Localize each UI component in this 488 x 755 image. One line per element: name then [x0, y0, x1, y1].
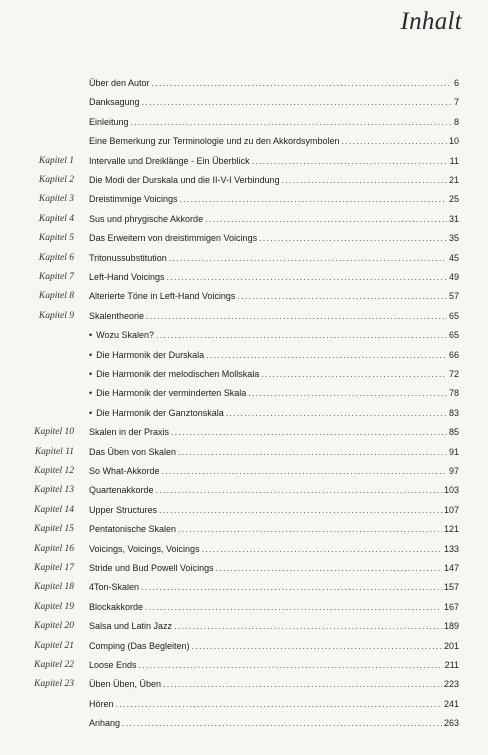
page-number: 211 [444, 660, 459, 670]
entry-title: Comping (Das Begleiten) [89, 640, 190, 651]
toc-row [0, 154, 488, 168]
toc-entry [89, 134, 459, 148]
dot-leader [180, 192, 447, 206]
dot-leader [226, 406, 447, 420]
toc-row [0, 445, 488, 459]
page-number: 263 [443, 718, 459, 729]
toc-row [0, 406, 488, 420]
toc-entry [89, 425, 459, 439]
bullet-icon: • [89, 369, 93, 379]
entry-title: Anhang [89, 718, 121, 729]
toc-row [0, 716, 488, 730]
page-number: 223 [443, 679, 459, 690]
toc-row [0, 95, 488, 109]
entry-title: Skalentheorie [89, 310, 145, 321]
dot-leader [248, 386, 447, 400]
toc-entry [89, 639, 459, 653]
toc-entry [89, 95, 459, 109]
entry-title: Left-Hand Voicings [89, 272, 165, 282]
toc-row [0, 212, 488, 226]
chapter-label: Kapitel 23 [34, 679, 74, 690]
toc-row [0, 580, 488, 594]
dot-leader [205, 212, 447, 226]
entry-title: Hören [89, 698, 114, 709]
entry-title: 4Ton-Skalen [89, 582, 140, 593]
page-number: 8 [453, 116, 459, 127]
dot-leader [156, 483, 442, 497]
toc-row [0, 192, 488, 206]
toc-row [0, 231, 488, 245]
dot-leader [259, 231, 447, 245]
chapter-label: Kapitel 22 [34, 660, 74, 670]
toc-entry [89, 561, 459, 575]
page-number: 25 [448, 194, 459, 205]
page-number: 83 [448, 407, 459, 418]
dot-leader [159, 503, 442, 517]
page-number: 6 [453, 78, 459, 88]
page-number: 45 [448, 252, 459, 263]
toc-entry [89, 445, 459, 459]
chapter-label: Kapitel 12 [34, 466, 74, 476]
chapter-label: Kapitel 16 [34, 543, 74, 554]
page-number: 11 [449, 155, 459, 166]
dot-leader [178, 445, 447, 459]
toc-entry [89, 115, 459, 129]
toc-entry [89, 367, 459, 381]
chapter-label: Kapitel 21 [34, 640, 74, 651]
toc-row [0, 522, 488, 536]
entry-title: Die Modi der Durskala und die II-V-I Verbindung [89, 175, 280, 185]
page-number: 49 [448, 272, 459, 282]
page-number: 201 [443, 640, 459, 651]
chapter-label: Kapitel 6 [38, 252, 74, 263]
chapter-label: Kapitel 15 [34, 524, 74, 535]
page-number: 147 [443, 563, 459, 573]
dot-leader [131, 115, 452, 129]
toc-row [0, 619, 488, 633]
chapter-label: Kapitel 7 [38, 272, 74, 282]
toc-row [0, 115, 488, 129]
toc-entry [89, 76, 459, 90]
entry-title: Pentatonische Skalen [89, 524, 177, 535]
toc-entry [89, 386, 459, 400]
toc-entry [89, 658, 459, 672]
toc-entry [89, 251, 459, 265]
entry-title: Eine Bemerkung zur Terminologie und zu den Akkordsymbolen [89, 136, 340, 147]
bullet-icon: • [89, 349, 93, 360]
dot-leader [341, 134, 447, 148]
toc-entry [89, 192, 459, 206]
toc-row [0, 639, 488, 653]
dot-leader [178, 522, 442, 536]
entry-title: Die Harmonik der melodischen Mollskala [96, 369, 260, 379]
dot-leader [141, 580, 442, 594]
dot-leader [122, 716, 442, 730]
page-number: 107 [443, 504, 459, 515]
dot-leader [152, 76, 452, 90]
chapter-label: Kapitel 3 [38, 194, 74, 205]
toc-row [0, 503, 488, 517]
toc-row [0, 658, 488, 672]
entry-title: Danksagung [89, 97, 140, 108]
chapter-label: Kapitel 9 [38, 310, 74, 321]
toc-row [0, 367, 488, 381]
entry-title: Voicings, Voicings, Voicings [89, 543, 200, 554]
toc-row [0, 542, 488, 556]
chapter-label: Kapitel 5 [38, 233, 74, 244]
toc-row [0, 251, 488, 265]
chapter-label: Kapitel 14 [34, 504, 74, 515]
dot-leader [139, 658, 443, 672]
entry-title: Skalen in der Praxis [89, 427, 170, 438]
toc-entry [89, 406, 459, 420]
entry-title: Loose Ends [89, 660, 137, 670]
entry-title: Die Harmonik der verminderten Skala [96, 388, 247, 399]
toc-entry [89, 212, 459, 226]
toc-row [0, 697, 488, 711]
toc-row [0, 173, 488, 187]
toc-entry [89, 154, 459, 168]
chapter-label: Kapitel 20 [34, 621, 74, 632]
toc-entry [89, 600, 459, 614]
toc-entry [89, 348, 459, 362]
dot-leader [252, 154, 448, 168]
dot-leader [237, 289, 447, 303]
chapter-label: Kapitel 4 [38, 213, 74, 224]
chapter-label: Kapitel 17 [34, 563, 74, 573]
entry-title: Einleitung [89, 116, 129, 127]
dot-leader [174, 619, 442, 633]
page-number: 10 [448, 136, 459, 147]
entry-title: Sus und phrygische Akkorde [89, 213, 204, 224]
dot-leader [146, 309, 447, 323]
page-number: 21 [448, 175, 459, 185]
toc-row [0, 386, 488, 400]
toc-entry [89, 542, 459, 556]
toc-entry [89, 231, 459, 245]
entry-title: Die Harmonik der Durskala [96, 349, 205, 360]
toc-entry [89, 173, 459, 187]
page-number: 157 [443, 582, 459, 593]
dot-leader [162, 464, 447, 478]
toc-entry [89, 697, 459, 711]
page-number: 65 [448, 330, 459, 341]
toc-row [0, 483, 488, 497]
dot-leader [202, 542, 442, 556]
entry-title: Alterierte Töne in Left-Hand Voicings [89, 291, 236, 302]
entry-title: Wozu Skalen? [96, 330, 155, 341]
entry-title: Das Erweitern von dreistimmigen Voicings [89, 233, 258, 244]
page-number: 72 [448, 369, 459, 379]
page-number: 133 [443, 543, 459, 554]
toc-entry [89, 619, 459, 633]
toc-row [0, 289, 488, 303]
entry-title: Das Üben von Skalen [89, 446, 177, 457]
toc-row [0, 76, 488, 90]
entry-title: Dreistimmige Voicings [89, 194, 178, 205]
toc-row [0, 309, 488, 323]
page-number: 31 [448, 213, 459, 224]
toc-entry [89, 677, 459, 691]
dot-leader [142, 95, 452, 109]
page-number: 7 [453, 97, 459, 108]
toc-row [0, 348, 488, 362]
entry-title: Blockakkorde [89, 601, 144, 612]
dot-leader [261, 367, 447, 381]
chapter-label: Kapitel 13 [34, 485, 74, 496]
toc-entry [89, 289, 459, 303]
page-number: 97 [448, 466, 459, 476]
toc-entry [89, 309, 459, 323]
page-title: Inhalt [400, 8, 462, 35]
toc-entry [89, 503, 459, 517]
toc-entry [89, 716, 459, 730]
page-number: 57 [448, 291, 459, 302]
bullet-icon: • [89, 407, 93, 418]
entry-title: Die Harmonik der Ganztonskala [96, 407, 224, 418]
dot-leader [206, 348, 447, 362]
dot-leader [167, 270, 447, 284]
chapter-label: Kapitel 19 [34, 601, 74, 612]
bullet-icon: • [89, 388, 93, 399]
dot-leader [163, 677, 442, 691]
dot-leader [171, 425, 447, 439]
page-number: 66 [448, 349, 459, 360]
entry-title: Über den Autor [89, 78, 150, 88]
toc-entry [89, 328, 459, 342]
chapter-label: Kapitel 18 [34, 582, 74, 593]
dot-leader [282, 173, 447, 187]
toc-entry [89, 270, 459, 284]
toc-row [0, 425, 488, 439]
page-number: 35 [448, 233, 459, 244]
page-number: 91 [448, 446, 459, 457]
dot-leader [216, 561, 442, 575]
entry-title: So What-Akkorde [89, 466, 160, 476]
toc-entry [89, 522, 459, 536]
entry-title: Salsa und Latin Jazz [89, 621, 173, 632]
toc-row [0, 270, 488, 284]
dot-leader [169, 251, 447, 265]
toc-entry [89, 464, 459, 478]
toc-row [0, 134, 488, 148]
toc-row [0, 561, 488, 575]
page-number: 121 [443, 524, 459, 535]
entry-title: Üben Üben, Üben [89, 679, 162, 690]
toc-row [0, 600, 488, 614]
dot-leader [145, 600, 442, 614]
bullet-icon: • [89, 330, 93, 341]
dot-leader [116, 697, 442, 711]
chapter-label: Kapitel 11 [34, 446, 74, 457]
toc-row [0, 328, 488, 342]
entry-title: Quartenakkorde [89, 485, 154, 496]
page-number: 167 [443, 601, 459, 612]
entry-title: Tritonussubstitution [89, 252, 167, 263]
entry-title: Stride und Bud Powell Voicings [89, 563, 214, 573]
chapter-label: Kapitel 8 [38, 291, 74, 302]
dot-leader [192, 639, 442, 653]
entry-title: Intervalle und Dreiklänge - Ein Überblick [89, 155, 250, 166]
page-number: 78 [448, 388, 459, 399]
page-number: 103 [443, 485, 459, 496]
chapter-label: Kapitel 2 [38, 175, 74, 185]
chapter-label: Kapitel 10 [34, 427, 74, 438]
toc-row [0, 677, 488, 691]
toc-entry [89, 580, 459, 594]
entry-title: Upper Structures [89, 504, 158, 515]
page-number: 241 [443, 698, 459, 709]
page-number: 65 [448, 310, 459, 321]
toc-row [0, 464, 488, 478]
page-number: 85 [448, 427, 459, 438]
page-number: 189 [443, 621, 459, 632]
dot-leader [156, 328, 447, 342]
toc-entry [89, 483, 459, 497]
chapter-label: Kapitel 1 [38, 155, 74, 166]
